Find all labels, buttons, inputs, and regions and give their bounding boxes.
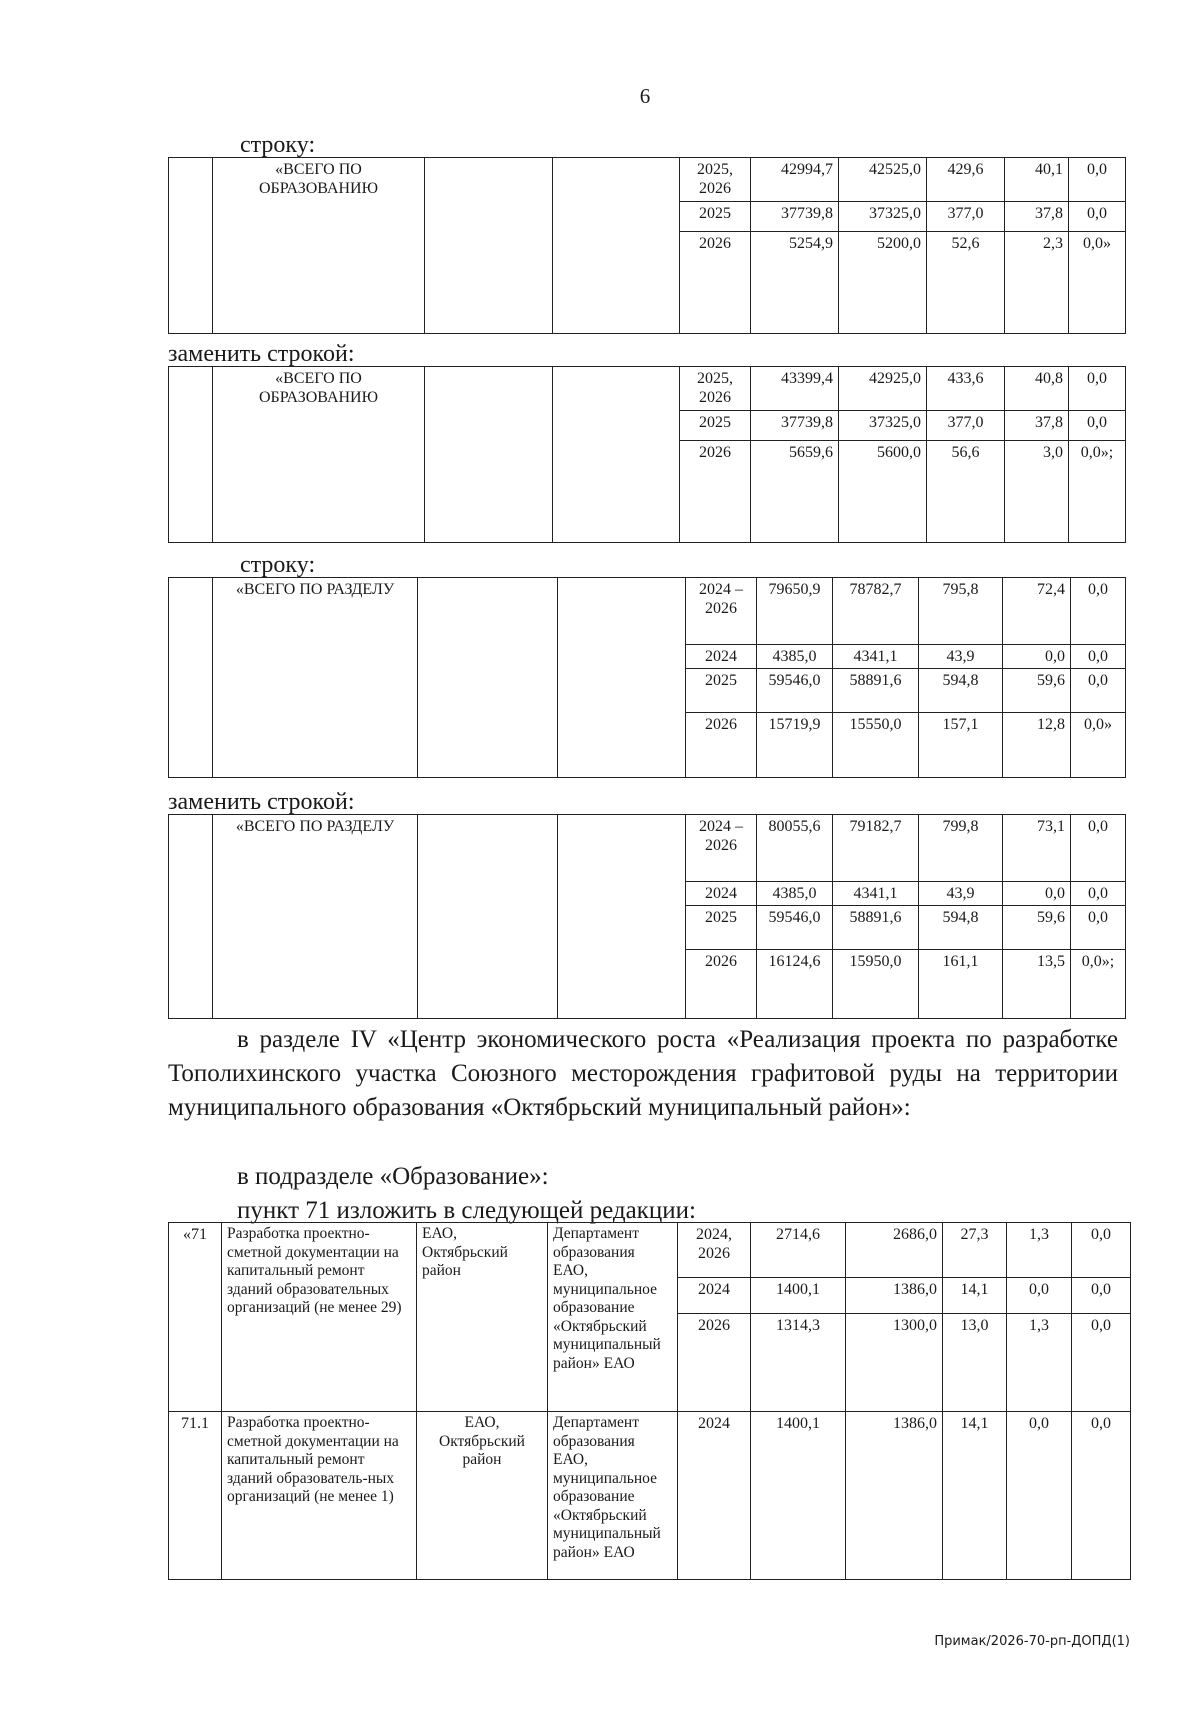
value-cell: 0,0 xyxy=(1003,882,1071,906)
value-cell: 73,1 xyxy=(1003,815,1071,882)
paragraph-item-71: пункт 71 изложить в следующей редакции: xyxy=(237,1197,696,1224)
value-cell: 43399,4 xyxy=(751,367,839,411)
value-cell: 1386,0 xyxy=(846,1278,943,1314)
year-cell: 2025 xyxy=(686,906,757,950)
value-cell: 59,6 xyxy=(1003,906,1071,950)
value-cell: 78782,7 xyxy=(833,578,919,645)
value-cell: 52,6 xyxy=(927,232,1005,334)
year-cell: 2026 xyxy=(678,1314,751,1412)
row-name: «ВСЕГО ПО РАЗДЕЛУ xyxy=(213,578,418,778)
value-cell: 79182,7 xyxy=(833,815,919,882)
value-cell: 433,6 xyxy=(927,367,1005,411)
label-zamenit-d: заменить строкой: xyxy=(168,789,355,815)
value-cell: 799,8 xyxy=(919,815,1003,882)
value-cell: 15950,0 xyxy=(833,950,919,1019)
value-cell: 0,0 xyxy=(1069,411,1126,441)
document-footer-code: Примак/2026-70-рп-ДОПД(1) xyxy=(934,1634,1130,1649)
table-education-old xyxy=(168,157,1126,334)
value-cell: 0,0 xyxy=(1072,1278,1131,1314)
value-cell: 1314,3 xyxy=(751,1314,846,1412)
year-cell: 2026 xyxy=(680,232,751,334)
value-cell: 37325,0 xyxy=(839,411,927,441)
value-cell: 0,0» xyxy=(1069,232,1126,334)
value-cell: 3,0 xyxy=(1005,441,1069,543)
value-cell: 1400,1 xyxy=(751,1412,846,1580)
value-cell: 37,8 xyxy=(1005,202,1069,232)
value-cell: 0,0 xyxy=(1071,669,1126,713)
value-cell: 0,0 xyxy=(1071,815,1126,882)
table-section-old xyxy=(168,577,1126,778)
year-cell: 2024 xyxy=(686,645,757,669)
value-cell: 1300,0 xyxy=(846,1314,943,1412)
year-cell: 2025, 2026 xyxy=(680,367,751,411)
value-cell: 37,8 xyxy=(1005,411,1069,441)
value-cell: 4341,1 xyxy=(833,882,919,906)
value-cell: 157,1 xyxy=(919,713,1003,778)
value-cell: 58891,6 xyxy=(833,669,919,713)
table-education-new xyxy=(168,366,1126,543)
value-cell: 5659,6 xyxy=(751,441,839,543)
year-cell: 2024 xyxy=(686,882,757,906)
row-name: «ВСЕГО ПО ОБРАЗОВАНИЮ xyxy=(213,367,425,543)
item-number: 71.1 xyxy=(169,1412,222,1580)
value-cell: 59546,0 xyxy=(757,906,833,950)
value-cell: 13,0 xyxy=(943,1314,1007,1412)
value-cell: 1400,1 xyxy=(751,1278,846,1314)
value-cell: 58891,6 xyxy=(833,906,919,950)
table-item-71 xyxy=(168,1222,1131,1580)
value-cell: 5600,0 xyxy=(839,441,927,543)
item-number: «71 xyxy=(169,1223,222,1412)
value-cell: 15550,0 xyxy=(833,713,919,778)
year-cell: 2026 xyxy=(680,441,751,543)
value-cell: 43,9 xyxy=(919,645,1003,669)
item-location: ЕАО, Октябрьский район xyxy=(417,1412,548,1580)
value-cell: 5200,0 xyxy=(839,232,927,334)
value-cell: 377,0 xyxy=(927,411,1005,441)
value-cell: 1,3 xyxy=(1007,1223,1072,1278)
value-cell: 1386,0 xyxy=(846,1412,943,1580)
value-cell: 42994,7 xyxy=(751,158,839,202)
value-cell: 80055,6 xyxy=(757,815,833,882)
value-cell: 4385,0 xyxy=(757,645,833,669)
year-cell: 2024 xyxy=(678,1412,751,1580)
paragraph-section-iv: в разделе IV «Центр экономического роста «Реализация проекта по разработке Тополихинского участка Союзного месторождения графитовой руды на территории муниципального образования «Октябрьский муниципальный район»: xyxy=(168,1026,1118,1121)
value-cell: 0,0 xyxy=(1007,1412,1072,1580)
value-cell: 1,3 xyxy=(1007,1314,1072,1412)
item-executor: Департамент образования ЕАО, муниципальное образование «Октябрьский муниципальный район» ЕАО xyxy=(548,1223,678,1412)
value-cell: 37325,0 xyxy=(839,202,927,232)
value-cell: 72,4 xyxy=(1003,578,1071,645)
item-name: Разработка проектно-сметной документации на капитальный ремонт зданий образовательных организаций (не менее 29) xyxy=(222,1223,417,1412)
value-cell: 56,6 xyxy=(927,441,1005,543)
value-cell: 14,1 xyxy=(943,1412,1007,1580)
value-cell: 37739,8 xyxy=(751,411,839,441)
row-name: «ВСЕГО ПО ОБРАЗОВАНИЮ xyxy=(213,158,425,334)
value-cell: 16124,6 xyxy=(757,950,833,1019)
value-cell: 2714,6 xyxy=(751,1223,846,1278)
value-cell: 12,8 xyxy=(1003,713,1071,778)
value-cell: 795,8 xyxy=(919,578,1003,645)
year-cell: 2026 xyxy=(686,950,757,1019)
year-cell: 2025, 2026 xyxy=(680,158,751,202)
year-cell: 2024, 2026 xyxy=(678,1223,751,1278)
value-cell: 0,0»; xyxy=(1069,441,1126,543)
year-cell: 2025 xyxy=(680,411,751,441)
page-number: 6 xyxy=(639,84,651,108)
value-cell: 0,0 xyxy=(1072,1223,1131,1278)
value-cell: 40,1 xyxy=(1005,158,1069,202)
value-cell: 0,0 xyxy=(1069,158,1126,202)
value-cell: 594,8 xyxy=(919,906,1003,950)
value-cell: 0,0» xyxy=(1071,713,1126,778)
value-cell: 27,3 xyxy=(943,1223,1007,1278)
label-zamenit-b: заменить строкой: xyxy=(168,341,355,367)
value-cell: 161,1 xyxy=(919,950,1003,1019)
item-executor: Департамент образования ЕАО, муниципальное образование «Октябрьский муниципальный район» ЕАО xyxy=(548,1412,678,1580)
value-cell: 2686,0 xyxy=(846,1223,943,1278)
value-cell: 40,8 xyxy=(1005,367,1069,411)
item-location: ЕАО, Октябрьский район xyxy=(417,1223,548,1412)
value-cell: 0,0 xyxy=(1072,1412,1131,1580)
value-cell: 0,0 xyxy=(1072,1314,1131,1412)
value-cell: 0,0 xyxy=(1007,1278,1072,1314)
value-cell: 0,0 xyxy=(1071,578,1126,645)
value-cell: 14,1 xyxy=(943,1278,1007,1314)
value-cell: 0,0 xyxy=(1071,882,1126,906)
value-cell: 0,0 xyxy=(1069,202,1126,232)
year-cell: 2026 xyxy=(686,713,757,778)
item-name: Разработка проектно-сметной документации на капитальный ремонт зданий образователь-ных организаций (не менее 1) xyxy=(222,1412,417,1580)
paragraph-subsection: в подразделе «Образование»: xyxy=(237,1163,549,1190)
table-section-new xyxy=(168,814,1126,1019)
value-cell: 15719,9 xyxy=(757,713,833,778)
year-cell: 2025 xyxy=(680,202,751,232)
year-cell: 2024 – 2026 xyxy=(686,578,757,645)
value-cell: 43,9 xyxy=(919,882,1003,906)
value-cell: 42925,0 xyxy=(839,367,927,411)
value-cell: 0,0 xyxy=(1069,367,1126,411)
value-cell: 2,3 xyxy=(1005,232,1069,334)
value-cell: 5254,9 xyxy=(751,232,839,334)
value-cell: 4385,0 xyxy=(757,882,833,906)
value-cell: 0,0 xyxy=(1003,645,1071,669)
value-cell: 42525,0 xyxy=(839,158,927,202)
value-cell: 59546,0 xyxy=(757,669,833,713)
value-cell: 4341,1 xyxy=(833,645,919,669)
value-cell: 0,0»; xyxy=(1071,950,1126,1019)
value-cell: 429,6 xyxy=(927,158,1005,202)
label-stroku-a: строку: xyxy=(240,132,316,158)
row-name: «ВСЕГО ПО РАЗДЕЛУ xyxy=(213,815,418,1019)
year-cell: 2024 – 2026 xyxy=(686,815,757,882)
label-stroku-c: строку: xyxy=(240,552,316,578)
value-cell: 0,0 xyxy=(1071,906,1126,950)
value-cell: 37739,8 xyxy=(751,202,839,232)
year-cell: 2024 xyxy=(678,1278,751,1314)
value-cell: 79650,9 xyxy=(757,578,833,645)
value-cell: 59,6 xyxy=(1003,669,1071,713)
value-cell: 594,8 xyxy=(919,669,1003,713)
year-cell: 2025 xyxy=(686,669,757,713)
value-cell: 0,0 xyxy=(1071,645,1126,669)
value-cell: 377,0 xyxy=(927,202,1005,232)
value-cell: 13,5 xyxy=(1003,950,1071,1019)
